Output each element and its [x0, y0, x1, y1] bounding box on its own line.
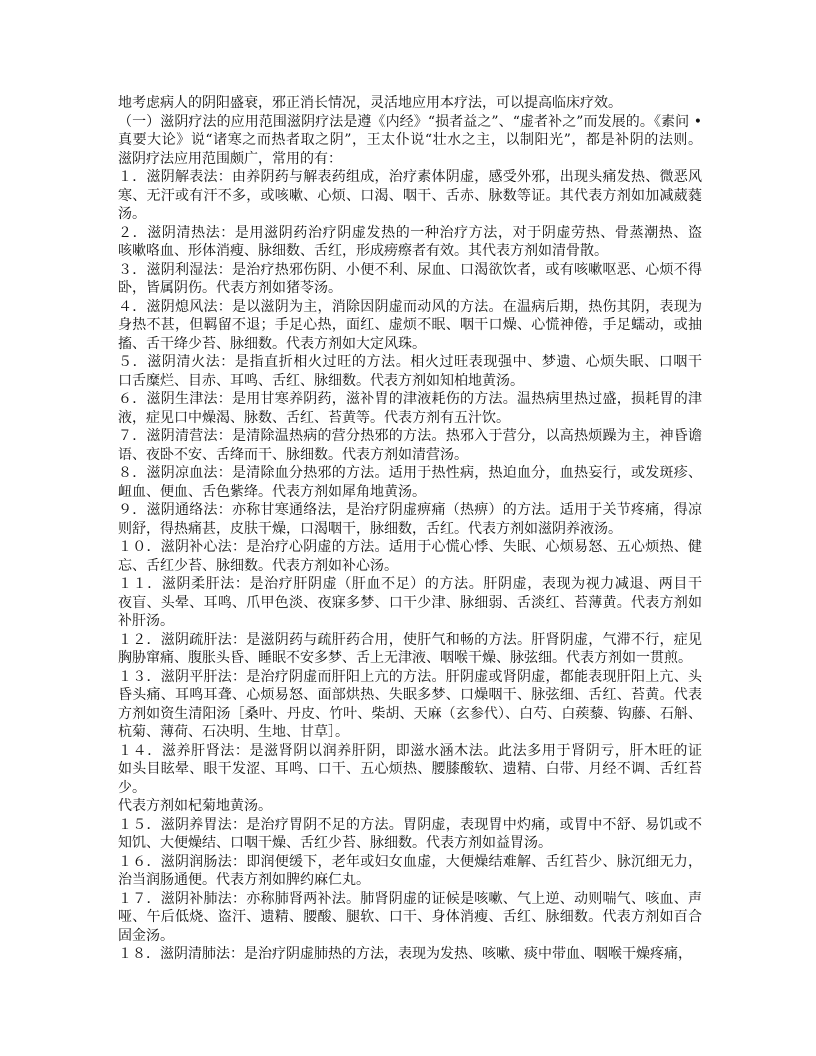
text-line: 滋阴疗法应用范围颇广，常用的有： [118, 150, 342, 167]
paragraph [118, 224, 702, 261]
text-line: 寒、无汗或有汗不多，或咳嗽、心烦、口渴、咽干、舌赤、脉数等证。其代表方剂如加减葳蕤 [118, 187, 702, 204]
text-line: 如头目眩晕、眼干发涩、耳鸣、口干、五心烦热、腰膝酸软、遗精、白带、月经不调、舌红苔 [118, 761, 702, 777]
text-line: 咳嗽咯血、形体消瘦、脉细数、舌红，形成痨瘵者有效。其代表方剂如清骨散。 [118, 243, 608, 259]
text-line: １２．滋阴疏肝法：是滋阴药与疏肝药合用，使肝气和畅的方法。肝肾阴虚，气滞不行，症见 [118, 631, 702, 648]
paragraph [118, 427, 702, 464]
paragraph [118, 390, 702, 427]
paragraph [118, 742, 702, 798]
text-line: 杭菊、薄荷、石决明、生地、甘草］。 [118, 724, 349, 740]
paragraph [118, 353, 702, 390]
text-line: ８．滋阴凉血法：是清除血分热邪的方法。适用于热性病，热迫血分，血热妄行，或发斑疹、 [118, 465, 702, 481]
text-line: １０．滋阴补心法：是治疗心阴虚的方法。适用于心慌心悸、失眠、心烦易怒、五心烦热、健 [118, 539, 702, 555]
text-line: ９．滋阴通络法：亦称甘寒通络法，是治疗阴虚痹痛（热痹）的方法。适用于关节疼痛，得凉 [118, 502, 702, 518]
text-line: 胸胁窜痛、腹胀头昏、睡眠不安多梦、舌上无津液、咽喉干燥、脉弦细。代表方剂如一贯煎。 [118, 650, 692, 666]
text-line: 方剂如资生清阳汤［桑叶、丹皮、竹叶、柴胡、天麻（玄参代）、白芍、白蒺藜、钩藤、石斛、 [118, 705, 702, 722]
paragraph [118, 631, 702, 668]
text-line: （一）滋阴疗法的应用范围滋阴疗法是遵《内经》“损者益之”、“虚者补之”而发展的。《素问 • [118, 113, 702, 130]
text-line: 代表方剂如杞菊地黄汤。 [118, 798, 272, 814]
text-line: １６．滋阴润肠法：即润便缓下，老年或妇女血虚，大便燥结难解、舌红苔少、脉沉细无力， [118, 853, 702, 870]
text-line: 身热不甚，但羁留不退；手足心热，面红、虚烦不眠、咽干口燥、心慌神倦，手足蠕动，或抽 [118, 317, 702, 333]
text-line: 固金汤。 [118, 927, 174, 944]
document-page [118, 94, 702, 964]
text-line: ４．滋阴熄风法：是以滋阴为主，消除因阴虚而动风的方法。在温病后期，热伤其阴，表现为 [118, 298, 702, 315]
text-line: 语、夜卧不安、舌绛而干、脉细数。代表方剂如清营汤。 [118, 446, 468, 463]
paragraph [118, 890, 702, 946]
paragraph [118, 261, 702, 298]
text-line: 卧，皆属阴伤。代表方剂如猪苓汤。 [118, 280, 342, 296]
paragraph [118, 816, 702, 853]
text-line: １８．滋阴清肺法：是治疗阴虚肺热的方法，表现为发热、咳嗽、痰中带血、咽喉干燥疼痛， [118, 946, 692, 962]
paragraph [118, 94, 702, 113]
paragraph [118, 538, 702, 575]
text-line: 则舒，得热痛甚，皮肤干燥，口渴咽干，脉细数，舌红。代表方剂如滋阴养液汤。 [118, 520, 622, 537]
text-line: 搐、舌干绛少苔、脉细数。代表方剂如大定风珠。 [118, 335, 426, 352]
paragraph [118, 945, 702, 964]
text-line: 知饥、大便燥结、口咽干燥、舌红少苔、脉细数。代表方剂如益胃汤。 [118, 835, 552, 851]
text-line: ３．滋阴利湿法：是治疗热邪伤阴、小便不利、尿血、口渴欲饮者，或有咳嗽呕恶、心烦不得 [118, 261, 702, 278]
text-line: 液，症见口中燥渴、脉数、舌红、苔黄等。代表方剂有五汁饮。 [118, 409, 510, 426]
text-line: 汤。 [118, 206, 146, 222]
paragraph [118, 501, 702, 538]
paragraph [118, 298, 702, 354]
paragraph [118, 168, 702, 224]
text-line: １４．滋养肝肾法：是滋肾阴以润养肝阴，即滋水涵木法。此法多用于肾阴亏，肝木旺的证 [118, 742, 702, 759]
text-line: 治当润肠通便。代表方剂如脾约麻仁丸。 [118, 872, 370, 888]
text-line: 少。 [118, 779, 146, 796]
paragraph [118, 464, 702, 501]
paragraph [118, 668, 702, 742]
text-line: 夜盲、头晕、耳鸣、爪甲色淡、夜寐多梦、口干少津、脉细弱、舌淡红、苔薄黄。代表方剂如 [118, 594, 702, 611]
text-line: ２．滋阴清热法：是用滋阴药治疗阴虚发热的一种治疗方法，对于阴虚劳热、骨蒸潮热、盗 [118, 224, 702, 241]
text-line: 补肝汤。 [118, 613, 174, 629]
text-line: １３．滋阴平肝法：是治疗阴虚而肝阳上亢的方法。肝阴虚或肾阴虚，都能表现肝阳上亢、头 [118, 668, 702, 685]
text-line: 忘、舌红少苔、脉细数。代表方剂如补心汤。 [118, 557, 398, 574]
text-line: １１．滋阴柔肝法：是治疗肝阴虚（肝血不足）的方法。肝阴虚，表现为视力减退、两目干 [118, 576, 702, 592]
text-line: １７．滋阴补肺法：亦称肺肾两补法。肺肾阴虚的证候是咳嗽、气上逆、动则喘气、咳血、声 [118, 890, 702, 907]
paragraph [118, 853, 702, 890]
text-line: 哑、午后低烧、盗汗、遗精、腰酸、腿软、口干、身体消瘦、舌红、脉细数。代表方剂如百合 [118, 909, 702, 925]
text-line: ６．滋阴生津法：是用甘寒养阴药，滋补胃的津液耗伤的方法。温热病里热过盛，损耗胃的津 [118, 391, 702, 407]
text-line: ５．滋阴清火法：是指直折相火过旺的方法。相火过旺表现强中、梦遗、心烦失眠、口咽干 [118, 354, 702, 370]
text-line: 衄血、便血、舌色紫绛。代表方剂如犀角地黄汤。 [118, 483, 426, 500]
text-line: １５．滋阴养胃法：是治疗胃阴不足的方法。胃阴虚，表现胃中灼痛，或胃中不舒、易饥或不 [118, 816, 702, 833]
paragraph [118, 575, 702, 631]
text-line: ７．滋阴清营法：是清除温热病的营分热邪的方法。热邪入于营分，以高热烦躁为主，神昏谵 [118, 428, 702, 444]
text-line: 真要大论》说“诸寒之而热者取之阴”，王太仆说“壮水之主，以制阳光”，都是补阴的法则。 [118, 132, 702, 148]
paragraph [118, 797, 702, 816]
paragraph [118, 113, 702, 169]
text-line: １．滋阴解表法：由养阴药与解表药组成，治疗素体阴虚，感受外邪，出现头痛发热、微恶风 [118, 169, 702, 185]
text-line: 口舌糜烂、目赤、耳鸣、舌红、脉细数。代表方剂如知柏地黄汤。 [118, 372, 524, 389]
text-line: 地考虑病人的阴阳盛衰，邪正消长情况，灵活地应用本疗法，可以提高临床疗效。 [118, 95, 622, 111]
text-line: 昏头痛、耳鸣耳聋、心烦易怒、面部烘热、失眠多梦、口燥咽干、脉弦细、舌红、苔黄。代表 [118, 687, 702, 703]
